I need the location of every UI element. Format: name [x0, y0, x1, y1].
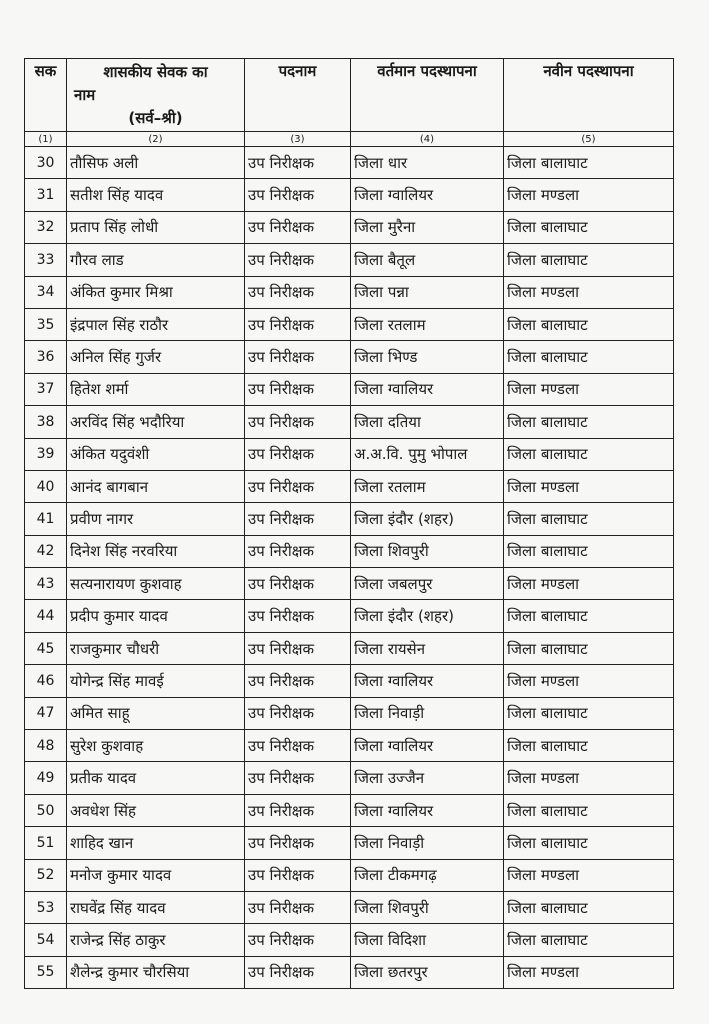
serial-cell: 48 — [25, 730, 67, 762]
designation-cell: उप निरीक्षक — [245, 762, 351, 794]
table-row — [25, 827, 674, 859]
employee-name-cell: आनंद बागबान — [67, 470, 245, 502]
serial-cell: 51 — [25, 827, 67, 859]
current-posting-cell: जिला रतलाम — [351, 308, 504, 340]
designation-cell: उप निरीक्षक — [245, 179, 351, 211]
designation-cell: उप निरीक्षक — [245, 244, 351, 276]
designation-cell: उप निरीक्षक — [245, 470, 351, 502]
table-row — [25, 730, 674, 762]
employee-name-cell: सत्यनारायण कुशवाह — [67, 568, 245, 600]
new-posting-cell: जिला बालाघाट — [504, 438, 674, 470]
designation-cell: उप निरीक्षक — [245, 956, 351, 988]
employee-name-cell: सुरेश कुशवाह — [67, 730, 245, 762]
current-posting-cell: जिला शिवपुरी — [351, 891, 504, 923]
serial-cell: 38 — [25, 406, 67, 438]
table-row — [25, 891, 674, 923]
column-number: (1) — [25, 132, 67, 147]
employee-name-cell: अमित साहू — [67, 697, 245, 729]
employee-name-cell: सतीश सिंह यादव — [67, 179, 245, 211]
designation-cell: उप निरीक्षक — [245, 859, 351, 891]
new-posting-cell: जिला मण्डला — [504, 859, 674, 891]
designation-cell: उप निरीक्षक — [245, 503, 351, 535]
designation-cell: उप निरीक्षक — [245, 341, 351, 373]
serial-cell: 55 — [25, 956, 67, 988]
current-posting-cell: जिला छतरपुर — [351, 956, 504, 988]
current-posting-cell: जिला धार — [351, 147, 504, 179]
current-posting-cell: जिला ग्वालियर — [351, 665, 504, 697]
new-posting-cell: जिला बालाघाट — [504, 730, 674, 762]
table-row — [25, 794, 674, 826]
new-posting-cell: जिला बालाघाट — [504, 211, 674, 243]
table-row — [25, 373, 674, 405]
current-posting-cell: जिला पन्ना — [351, 276, 504, 308]
header-employee-name — [67, 59, 245, 132]
table-body — [25, 147, 674, 989]
serial-cell: 44 — [25, 600, 67, 632]
current-posting-cell: अ.अ.वि. पुमु भोपाल — [351, 438, 504, 470]
new-posting-cell: जिला बालाघाट — [504, 535, 674, 567]
serial-cell: 32 — [25, 211, 67, 243]
current-posting-cell: जिला बैतूल — [351, 244, 504, 276]
employee-name-cell: शाहिद खान — [67, 827, 245, 859]
employee-name-cell: अंकित कुमार मिश्रा — [67, 276, 245, 308]
designation-cell: उप निरीक्षक — [245, 276, 351, 308]
table-row — [25, 600, 674, 632]
designation-cell: उप निरीक्षक — [245, 308, 351, 340]
column-number: (4) — [351, 132, 504, 147]
employee-name-cell: अंकित यदुवंशी — [67, 438, 245, 470]
current-posting-cell: जिला दतिया — [351, 406, 504, 438]
serial-cell: 41 — [25, 503, 67, 535]
current-posting-cell: जिला ग्वालियर — [351, 373, 504, 405]
new-posting-cell: जिला बालाघाट — [504, 341, 674, 373]
designation-cell: उप निरीक्षक — [245, 632, 351, 664]
new-posting-cell: जिला मण्डला — [504, 956, 674, 988]
header-serial: सक — [25, 59, 67, 132]
employee-name-cell: अवधेश सिंह — [67, 794, 245, 826]
table-row — [25, 341, 674, 373]
current-posting-cell: जिला रायसेन — [351, 632, 504, 664]
employee-name-cell: राजकुमार चौधरी — [67, 632, 245, 664]
current-posting-cell: जिला इंदौर (शहर) — [351, 600, 504, 632]
designation-cell: उप निरीक्षक — [245, 924, 351, 956]
new-posting-cell: जिला बालाघाट — [504, 891, 674, 923]
current-posting-cell: जिला भिण्ड — [351, 341, 504, 373]
new-posting-cell: जिला बालाघाट — [504, 308, 674, 340]
new-posting-cell: जिला बालाघाट — [504, 924, 674, 956]
new-posting-cell: जिला मण्डला — [504, 568, 674, 600]
table-row — [25, 503, 674, 535]
header-name-line3: (सर्व–श्री) — [128, 109, 183, 127]
table-row — [25, 859, 674, 891]
table-row — [25, 535, 674, 567]
serial-cell: 50 — [25, 794, 67, 826]
new-posting-cell: जिला मण्डला — [504, 470, 674, 502]
column-number-row — [25, 132, 674, 147]
table-row — [25, 470, 674, 502]
table-row — [25, 924, 674, 956]
serial-cell: 43 — [25, 568, 67, 600]
designation-cell: उप निरीक्षक — [245, 438, 351, 470]
new-posting-cell: जिला बालाघाट — [504, 147, 674, 179]
header-row — [25, 59, 674, 132]
serial-cell: 30 — [25, 147, 67, 179]
designation-cell: उप निरीक्षक — [245, 794, 351, 826]
employee-name-cell: अनिल सिंह गुर्जर — [67, 341, 245, 373]
new-posting-cell: जिला बालाघाट — [504, 503, 674, 535]
header-designation: पदनाम — [245, 59, 351, 132]
current-posting-cell: जिला निवाड़ी — [351, 697, 504, 729]
serial-cell: 52 — [25, 859, 67, 891]
column-number: (5) — [504, 132, 674, 147]
serial-cell: 53 — [25, 891, 67, 923]
serial-cell: 49 — [25, 762, 67, 794]
new-posting-cell: जिला बालाघाट — [504, 697, 674, 729]
table-row — [25, 632, 674, 664]
new-posting-cell: जिला बालाघाट — [504, 600, 674, 632]
employee-name-cell: प्रवीण नागर — [67, 503, 245, 535]
serial-cell: 47 — [25, 697, 67, 729]
new-posting-cell: जिला मण्डला — [504, 762, 674, 794]
designation-cell: उप निरीक्षक — [245, 406, 351, 438]
current-posting-cell: जिला ग्वालियर — [351, 794, 504, 826]
current-posting-cell: जिला मुरैना — [351, 211, 504, 243]
serial-cell: 42 — [25, 535, 67, 567]
serial-cell: 45 — [25, 632, 67, 664]
header-name-line2: नाम — [74, 86, 96, 104]
designation-cell: उप निरीक्षक — [245, 730, 351, 762]
table-row — [25, 276, 674, 308]
table-row — [25, 438, 674, 470]
employee-name-cell: शैलेन्द्र कुमार चौरसिया — [67, 956, 245, 988]
current-posting-cell: जिला ग्वालियर — [351, 730, 504, 762]
employee-name-cell: प्रताप सिंह लोधी — [67, 211, 245, 243]
table-row — [25, 568, 674, 600]
current-posting-cell: जिला विदिशा — [351, 924, 504, 956]
serial-cell: 36 — [25, 341, 67, 373]
table-row — [25, 308, 674, 340]
table-row — [25, 179, 674, 211]
table-row — [25, 244, 674, 276]
current-posting-cell: जिला इंदौर (शहर) — [351, 503, 504, 535]
column-number: (2) — [67, 132, 245, 147]
current-posting-cell: जिला निवाड़ी — [351, 827, 504, 859]
header-new-posting: नवीन पदस्थापना — [504, 59, 674, 132]
designation-cell: उप निरीक्षक — [245, 535, 351, 567]
new-posting-cell: जिला मण्डला — [504, 276, 674, 308]
new-posting-cell: जिला बालाघाट — [504, 406, 674, 438]
designation-cell: उप निरीक्षक — [245, 827, 351, 859]
employee-name-cell: तौसिफ अली — [67, 147, 245, 179]
new-posting-cell: जिला मण्डला — [504, 665, 674, 697]
employee-name-cell: राघवेंद्र सिंह यादव — [67, 891, 245, 923]
current-posting-cell: जिला ग्वालियर — [351, 179, 504, 211]
employee-name-cell: मनोज कुमार यादव — [67, 859, 245, 891]
employee-name-cell: प्रतीक यादव — [67, 762, 245, 794]
designation-cell: उप निरीक्षक — [245, 568, 351, 600]
current-posting-cell: जिला शिवपुरी — [351, 535, 504, 567]
new-posting-cell: जिला बालाघाट — [504, 827, 674, 859]
designation-cell: उप निरीक्षक — [245, 211, 351, 243]
table-row — [25, 665, 674, 697]
table-row — [25, 406, 674, 438]
employee-name-cell: अरविंद सिंह भदौरिया — [67, 406, 245, 438]
designation-cell: उप निरीक्षक — [245, 697, 351, 729]
new-posting-cell: जिला मण्डला — [504, 179, 674, 211]
current-posting-cell: जिला रतलाम — [351, 470, 504, 502]
new-posting-cell: जिला बालाघाट — [504, 794, 674, 826]
designation-cell: उप निरीक्षक — [245, 600, 351, 632]
employee-name-cell: गौरव लाड — [67, 244, 245, 276]
serial-cell: 33 — [25, 244, 67, 276]
new-posting-cell: जिला मण्डला — [504, 373, 674, 405]
header-name-line1: शासकीय सेवक का — [103, 63, 208, 81]
table-row — [25, 697, 674, 729]
serial-cell: 31 — [25, 179, 67, 211]
designation-cell: उप निरीक्षक — [245, 373, 351, 405]
serial-cell: 34 — [25, 276, 67, 308]
serial-cell: 46 — [25, 665, 67, 697]
table-row — [25, 147, 674, 179]
serial-cell: 35 — [25, 308, 67, 340]
employee-name-cell: हितेश शर्मा — [67, 373, 245, 405]
employee-name-cell: राजेन्द्र सिंह ठाकुर — [67, 924, 245, 956]
serial-cell: 40 — [25, 470, 67, 502]
serial-cell: 54 — [25, 924, 67, 956]
table-row — [25, 762, 674, 794]
serial-cell: 39 — [25, 438, 67, 470]
employee-name-cell: दिनेश सिंह नरवरिया — [67, 535, 245, 567]
designation-cell: उप निरीक्षक — [245, 665, 351, 697]
employee-name-cell: इंद्रपाल सिंह राठौर — [67, 308, 245, 340]
new-posting-cell: जिला बालाघाट — [504, 632, 674, 664]
table-row — [25, 211, 674, 243]
employee-name-cell: प्रदीप कुमार यादव — [67, 600, 245, 632]
transfer-list-table — [24, 58, 674, 989]
header-current-posting: वर्तमान पदस्थापना — [351, 59, 504, 132]
column-number: (3) — [245, 132, 351, 147]
employee-name-cell: योगेन्द्र सिंह मावई — [67, 665, 245, 697]
serial-cell: 37 — [25, 373, 67, 405]
new-posting-cell: जिला बालाघाट — [504, 244, 674, 276]
designation-cell: उप निरीक्षक — [245, 147, 351, 179]
table-row — [25, 956, 674, 988]
current-posting-cell: जिला टीकमगढ़ — [351, 859, 504, 891]
current-posting-cell: जिला जबलपुर — [351, 568, 504, 600]
current-posting-cell: जिला उज्जैन — [351, 762, 504, 794]
designation-cell: उप निरीक्षक — [245, 891, 351, 923]
